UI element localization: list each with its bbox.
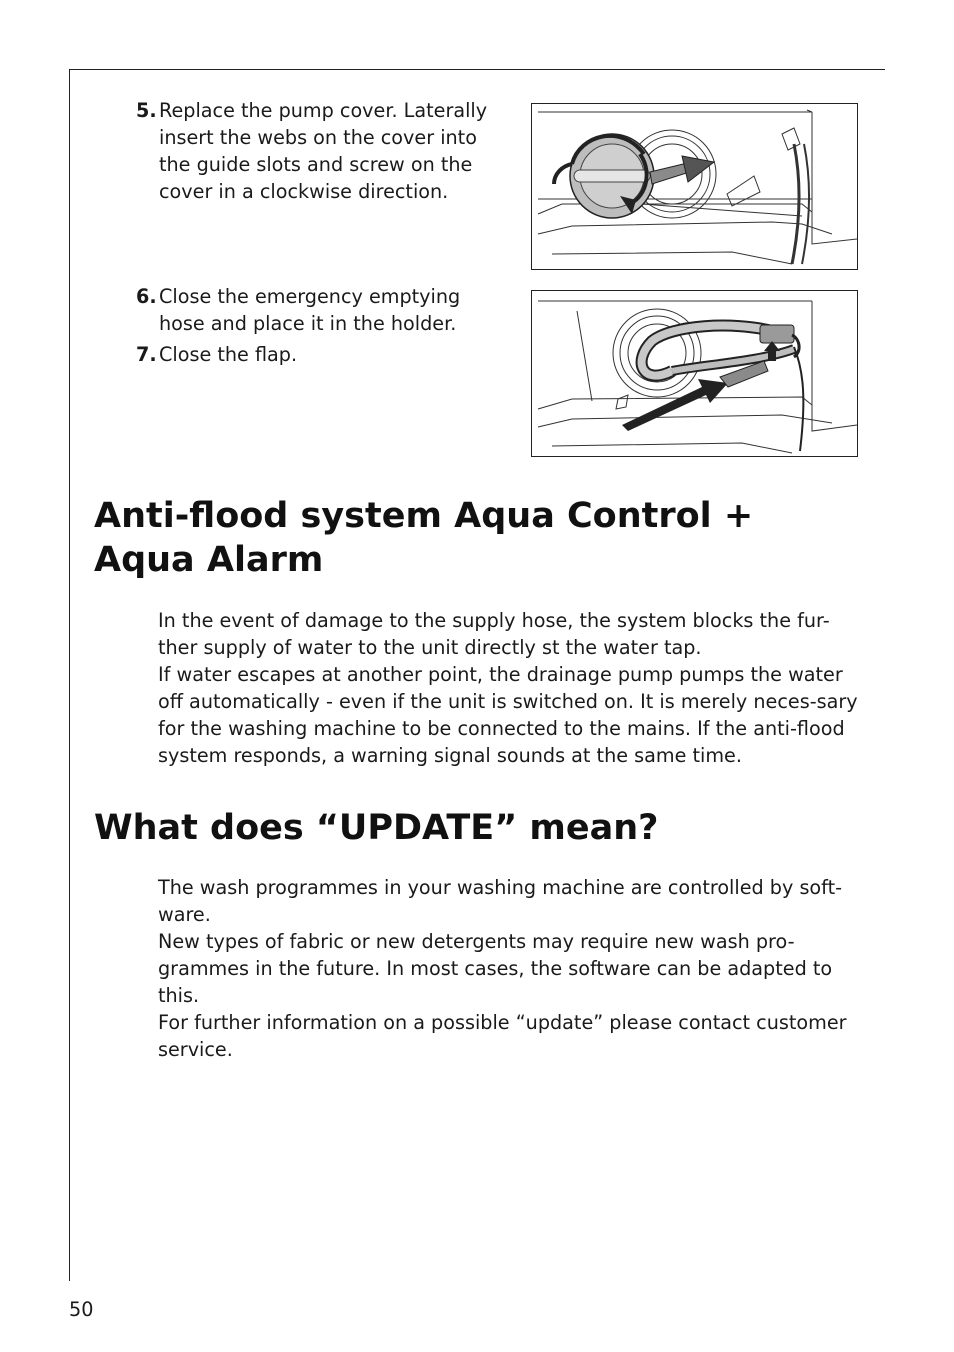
antiflood-heading-line2: Aqua Alarm [94, 540, 324, 580]
step-text: Close the emergency emptying hose and place it in the holder. [159, 285, 461, 335]
top-rule [69, 69, 885, 70]
update-heading: What does “UPDATE” mean? [94, 808, 659, 848]
step-number: 6. [136, 285, 157, 308]
pump-cover-clockwise-illustration [531, 103, 858, 270]
pump-cover-drawing [532, 104, 857, 269]
step-6 [136, 283, 506, 337]
step-text: Close the flap. [159, 343, 298, 366]
update-paragraph: For further information on a possible “update” please contact customer service. [158, 1011, 847, 1061]
update-paragraph: The wash programmes in your washing machine are controlled by soft-ware. [158, 876, 843, 926]
antiflood-heading-line1: Anti-flood system Aqua Control + [94, 496, 754, 536]
emptying-hose-holder-illustration [531, 290, 858, 457]
update-paragraph: New types of fabric or new detergents may require new wash pro-grammes in the future. In most cases, the software can be adapted to this. [158, 930, 833, 1007]
antiflood-heading [94, 494, 854, 582]
step-number: 7. [136, 343, 157, 366]
step-number: 5. [136, 99, 157, 122]
left-rule [69, 69, 70, 1281]
step-text: Replace the pump cover. Laterally insert the webs on the cover into the guide slots and screw on the cover in a clockwise direction. [159, 99, 488, 203]
antiflood-paragraph: In the event of damage to the supply hose, the system blocks the fur-ther supply of water to the unit directly st the water tap. [158, 609, 830, 659]
hose-holder-drawing [532, 291, 857, 456]
step-5 [136, 97, 506, 205]
antiflood-body [158, 607, 868, 769]
antiflood-paragraph: If water escapes at another point, the drainage pump pumps the water off automatically - even if the unit is switched on. It is merely neces-sary for the washing machine to be connected to the mains. If the anti-flood system responds, a warning signal sounds at the same time. [158, 663, 858, 767]
page-number: 50 [69, 1298, 94, 1321]
step-7 [136, 341, 506, 368]
update-body [158, 874, 868, 1063]
